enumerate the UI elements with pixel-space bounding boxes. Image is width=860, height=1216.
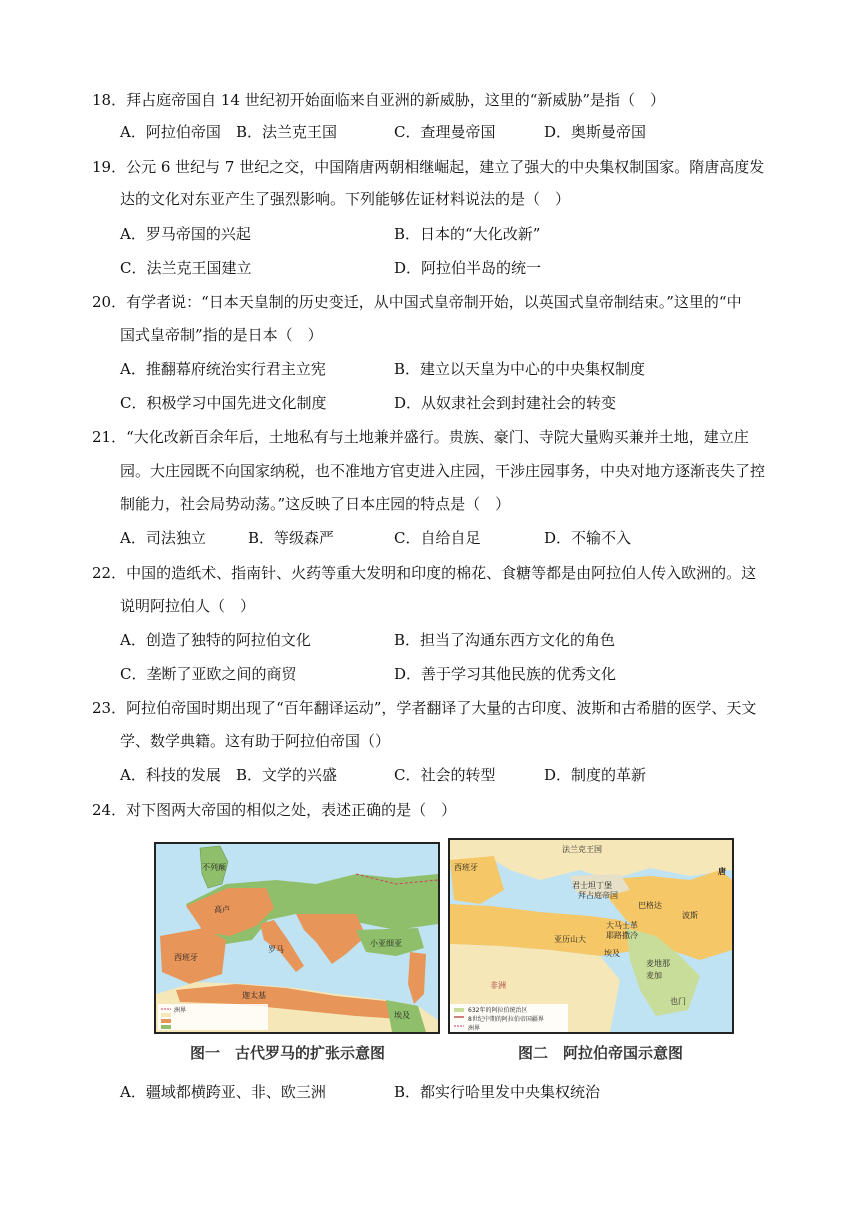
legend-8th-century-border: 8世纪中期的阿拉伯帝国疆界 [468,1016,544,1023]
label-persia: 波斯 [682,911,698,920]
q21-option-c[interactable]: C．自给自足 [394,529,481,547]
arab-empire-map [448,838,734,1034]
q23-option-a[interactable]: A．科技的发展 [120,766,221,784]
question-24-stem: 24．对下图两大帝国的相似之处，表述正确的是（ ） [92,801,457,819]
q24-option-b[interactable]: B．都实行哈里发中央集权统治 [394,1083,601,1101]
q22-option-c[interactable]: C．垄断了亚欧之间的商贸 [120,665,297,683]
roman-expansion-map [154,842,440,1034]
legend-632-arab-rule: 632年的阿拉伯统治区 [468,1007,528,1014]
q20-option-d[interactable]: D．从奴隶社会到封建社会的转变 [394,394,617,412]
label-egypt: 埃及 [394,1011,410,1020]
arab-map-graphic [450,840,732,1032]
q18-option-a[interactable]: A．阿拉伯帝国 [120,123,221,141]
question-22-stem: 22．中国的造纸术、指南针、火药等重大发明和印度的棉花、食糖等都是由阿拉伯人传入欧洲的。这 [92,564,757,582]
q19-option-a[interactable]: A．罗马帝国的兴起 [120,225,251,243]
label-medina: 麦地那 [646,959,670,968]
label-frankish-kingdom: 法兰克王国 [562,845,602,854]
label-spain: 西班牙 [174,953,198,962]
label-jerusalem: 耶路撒冷 [606,931,638,940]
label-byzantine-empire: 拜占庭帝国 [578,891,618,900]
question-20-stem: 20．有学者说：“日本天皇制的历史变迁，从中国式皇帝制开始，以英国式皇帝制结束。”这里的“中 [92,293,742,311]
legend-continent-border: 洲界 [174,1007,187,1014]
figure-1-caption: 图一 古代罗马的扩张示意图 [190,1044,386,1062]
question-19-stem-cont: 达的文化对东亚产生了强烈影响。下列能够佐证材料说法的是（ ） [120,190,571,208]
q22-option-a[interactable]: A．创造了独特的阿拉伯文化 [120,631,311,649]
q19-option-d[interactable]: D．阿拉伯半岛的统一 [394,259,542,277]
label-egypt: 埃及 [604,949,620,958]
legend-continent-border: 洲界 [468,1025,481,1032]
q22-option-b[interactable]: B．担当了沟通东西方文化的角色 [394,631,616,649]
q22-option-d[interactable]: D．善于学习其他民族的优秀文化 [394,665,617,683]
question-21-stem: 21．“大化改新百余年后，土地私有与土地兼并盛行。贵族、豪门、寺院大量购买兼并土地，建立庄 [92,428,749,446]
q21-option-b[interactable]: B．等级森严 [248,529,335,547]
label-spain: 西班牙 [454,863,478,872]
label-rome: 罗马 [268,945,284,954]
q23-option-d[interactable]: D．制度的革新 [544,766,647,784]
q23-option-b[interactable]: B．文学的兴盛 [236,766,338,784]
question-18-stem: 18．拜占庭帝国自 14 世纪初开始面临来自亚洲的新威胁，这里的“新威胁”是指（ ） [92,91,666,109]
q18-option-d[interactable]: D．奥斯曼帝国 [544,123,647,141]
label-britain: 不列颠 [202,863,226,872]
label-mecca: 麦加 [646,971,662,980]
label-tang: 唐 [718,867,726,876]
q18-option-c[interactable]: C．查理曼帝国 [394,123,496,141]
q21-option-d[interactable]: D．不输不入 [544,529,632,547]
question-19-stem: 19．公元 6 世纪与 7 世纪之交，中国隋唐两朝相继崛起，建立了强大的中央集权制国家。隋唐高度发 [92,158,765,176]
q20-option-b[interactable]: B．建立以天皇为中心的中央集权制度 [394,360,646,378]
label-gaul: 高卢 [214,905,230,914]
q20-option-c[interactable]: C．积极学习中国先进文化制度 [120,394,327,412]
label-damascus: 大马士革 [606,921,638,930]
question-21-stem-cont-1: 园。大庄园既不向国家纳税，也不准地方官吏进入庄园，干涉庄园事务，中央对地方逐渐丧失了控 [120,462,766,480]
label-baghdad: 巴格达 [638,901,662,910]
figure-2-caption: 图二 阿拉伯帝国示意图 [518,1044,684,1062]
question-23-stem-cont: 学、数学典籍。这有助于阿拉伯帝国（） [120,732,391,750]
q23-option-c[interactable]: C．社会的转型 [394,766,496,784]
question-22-stem-cont: 说明阿拉伯人（ ） [120,597,256,615]
question-20-stem-cont: 国式皇帝制”指的是日本（ ） [120,326,323,344]
q19-option-c[interactable]: C．法兰克王国建立 [120,259,252,277]
question-23-stem: 23．阿拉伯帝国时期出现了“百年翻译运动”，学者翻译了大量的古印度、波斯和古希腊的医学、天文 [92,699,757,717]
label-carthage: 迦太基 [242,991,266,1000]
q20-option-a[interactable]: A．推翻幕府统治实行君主立宪 [120,360,326,378]
label-alexandria: 亚历山大 [554,935,586,944]
q18-option-b[interactable]: B．法兰克王国 [236,123,338,141]
q21-option-a[interactable]: A．司法独立 [120,529,206,547]
label-yemen: 也门 [670,997,686,1006]
q24-option-a[interactable]: A．疆域都横跨亚、非、欧三洲 [120,1083,326,1101]
q19-option-b[interactable]: B．日本的“大化改新” [394,225,541,243]
label-africa: 非洲 [490,981,506,990]
question-21-stem-cont-2: 制能力，社会局势动荡。”这反映了日本庄园的特点是（ ） [120,495,511,513]
label-asia-minor: 小亚细亚 [370,939,402,948]
label-constantinople: 君士坦丁堡 [572,881,612,890]
